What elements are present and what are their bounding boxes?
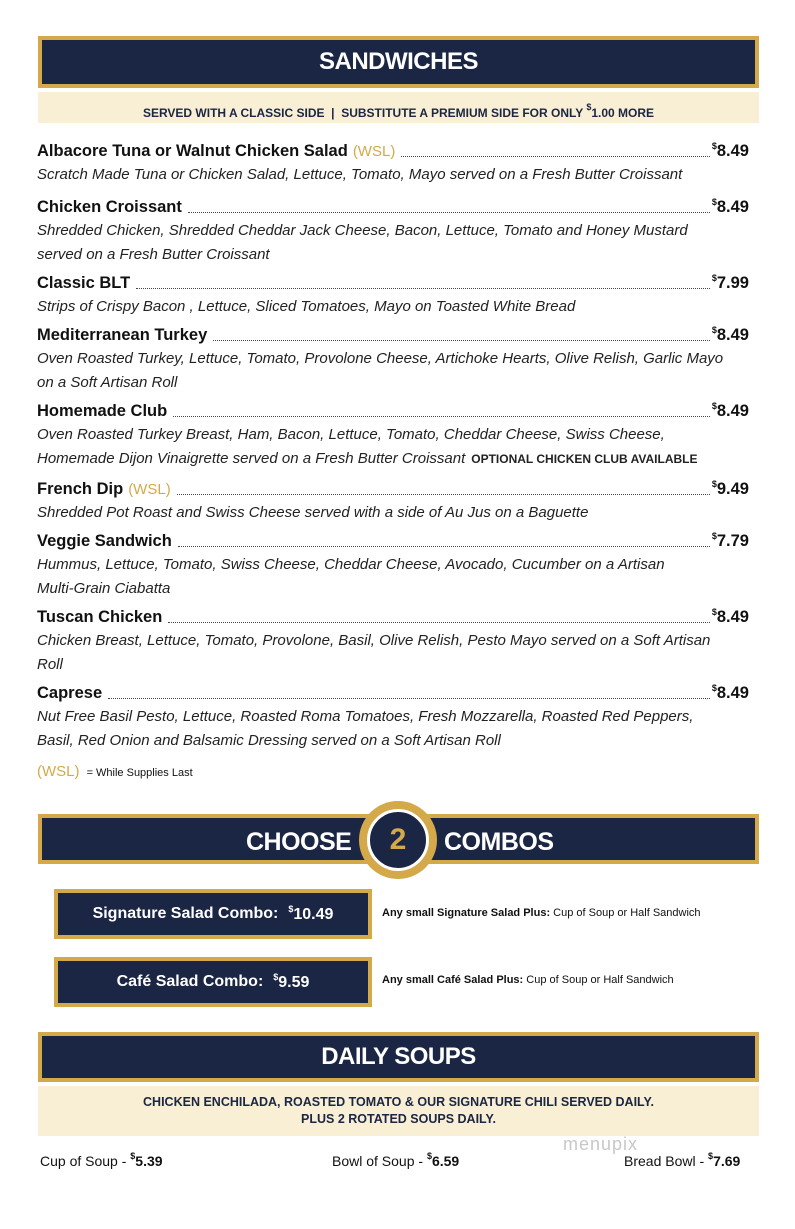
dot-leader (213, 340, 710, 341)
sandwich-name: Albacore Tuna or Walnut Chicken Salad (37, 142, 348, 160)
sandwiches-banner (38, 36, 759, 88)
sandwiches-subtitle: SERVED WITH A CLASSIC SIDE | SUBSTITUTE A PREMIUM SIDE FOR ONLY $1.00 MORE (38, 92, 759, 123)
dot-leader (168, 622, 710, 623)
dot-leader (178, 546, 710, 547)
optional-note: OPTIONAL CHICKEN CLUB AVAILABLE (471, 452, 698, 466)
sandwich-description: Roll (37, 656, 63, 673)
wsl-tag: (WSL) (128, 481, 171, 498)
sandwich-price: $8.49 (711, 325, 749, 344)
sandwich-description: Strips of Crispy Bacon , Lettuce, Sliced Tomatoes, Mayo on Toasted White Bread (37, 298, 576, 315)
sandwich-name: Veggie Sandwich (37, 532, 172, 550)
sandwich-name: Caprese (37, 684, 103, 702)
sandwich-price: $8.49 (711, 607, 749, 626)
sandwich-item (37, 479, 749, 525)
dot-leader (177, 494, 710, 495)
dot-leader (108, 698, 710, 699)
wsl-legend-tag: (WSL) (37, 763, 80, 780)
dot-leader (188, 212, 710, 213)
dot-leader (173, 416, 710, 417)
signature-salad-combo (54, 889, 372, 939)
sandwich-description: Chicken Breast, Lettuce, Tomato, Provolone, Basil, Olive Relish, Pesto Mayo served on a Soft Artisan (37, 632, 711, 649)
sandwich-item-header (37, 683, 749, 705)
sandwich-description: Oven Roasted Turkey, Lettuce, Tomato, Provolone Cheese, Artichoke Hearts, Olive Relish, Garlic Mayo (37, 350, 724, 367)
sandwich-item-header (37, 607, 749, 629)
sandwich-item (37, 683, 749, 753)
cafe-salad-combo (54, 957, 372, 1007)
sandwich-item (37, 325, 749, 395)
sandwich-price: $8.49 (711, 683, 749, 702)
sandwich-name: Homemade Club (37, 402, 168, 420)
combo-name: Signature Salad Combo: (92, 905, 279, 922)
dot-leader (136, 288, 710, 289)
signature-salad-combo-desc: Any small Signature Salad Plus: Cup of Soup or Half Sandwich (382, 907, 701, 919)
sandwich-description: served on a Fresh Butter Croissant (37, 246, 270, 263)
sandwich-description: Homemade Dijon Vinaigrette served on a Fresh Butter Croissant OPTIONAL CHICKEN CLUB AVAILABLE (37, 450, 698, 467)
sandwich-description: on a Soft Artisan Roll (37, 374, 178, 391)
sandwich-description: Basil, Red Onion and Balsamic Dressing served on a Soft Artisan Roll (37, 732, 501, 749)
soups-banner (38, 1032, 759, 1082)
combos-title-left: CHOOSE (246, 828, 352, 856)
sandwich-item-header (37, 479, 749, 501)
sandwich-item-header (37, 273, 749, 295)
sandwich-item-header (37, 531, 749, 553)
soup-size-bowl: Bowl of Soup - $6.59 (332, 1151, 460, 1169)
cafe-salad-combo-desc: Any small Café Salad Plus: Cup of Soup or Half Sandwich (382, 974, 674, 986)
sandwich-name: Tuscan Chicken (37, 608, 163, 626)
sandwich-item-header (37, 141, 749, 163)
sandwich-item (37, 531, 749, 601)
sandwich-description: Shredded Pot Roast and Swiss Cheese served with a side of Au Jus on a Baguette (37, 504, 589, 521)
sandwich-price: $7.99 (711, 273, 749, 292)
sandwich-description: Oven Roasted Turkey Breast, Ham, Bacon, Lettuce, Tomato, Cheddar Cheese, Swiss Cheese, (37, 426, 665, 443)
sandwich-price: $8.49 (711, 401, 749, 420)
sandwich-price: $8.49 (711, 197, 749, 216)
sandwich-item (37, 401, 749, 471)
sandwich-item (37, 273, 749, 319)
sandwich-name: Classic BLT (37, 274, 131, 292)
soups-subtitle: CHICKEN ENCHILADA, ROASTED TOMATO & OUR SIGNATURE CHILI SERVED DAILY. PLUS 2 ROTATED SOUPS DAILY. (38, 1086, 759, 1136)
watermark: menupix (563, 1134, 639, 1154)
combos-title-right: COMBOS (444, 828, 554, 856)
sandwich-price: $8.49 (711, 141, 749, 160)
soups-title: DAILY SOUPS (321, 1043, 476, 1070)
sandwiches-title: SANDWICHES (318, 48, 478, 75)
combo-price: $9.59 (273, 972, 310, 991)
sandwich-item-header (37, 325, 749, 347)
sandwich-name: French Dip (37, 480, 124, 498)
combo-price: $10.49 (288, 904, 334, 923)
sandwich-item-header (37, 401, 749, 423)
sandwich-name: Mediterranean Turkey (37, 326, 208, 344)
sandwich-item (37, 141, 749, 187)
sandwich-price: $9.49 (711, 479, 749, 498)
soup-size-cup: Cup of Soup - $5.39 (40, 1151, 163, 1169)
combo-name: Café Salad Combo: (116, 973, 264, 990)
wsl-legend-text: = While Supplies Last (86, 767, 193, 779)
dot-leader (401, 156, 710, 157)
sandwich-description: Shredded Chicken, Shredded Cheddar Jack Cheese, Bacon, Lettuce, Tomato and Honey Mustard (37, 222, 688, 239)
sandwich-price: $7.79 (711, 531, 749, 550)
sandwich-name: Chicken Croissant (37, 198, 182, 216)
wsl-tag: (WSL) (352, 143, 396, 160)
sandwich-description: Multi-Grain Ciabatta (37, 580, 171, 597)
soup-size-bread-bowl: Bread Bowl - $7.69 (624, 1151, 741, 1169)
sandwich-item-header (37, 197, 749, 219)
combo-number: 2 (367, 809, 429, 871)
wsl-legend (37, 763, 193, 780)
sandwich-item (37, 197, 749, 267)
sandwich-item (37, 607, 749, 677)
combo-number-badge (359, 801, 437, 879)
sandwich-description: Hummus, Lettuce, Tomato, Swiss Cheese, Cheddar Cheese, Avocado, Cucumber on a Artisan (37, 556, 665, 573)
sandwich-description: Nut Free Basil Pesto, Lettuce, Roasted Roma Tomatoes, Fresh Mozzarella, Roasted Red Peppers, (37, 708, 694, 725)
sandwich-description: Scratch Made Tuna or Chicken Salad, Lettuce, Tomato, Mayo served on a Fresh Butter Croissant (37, 166, 683, 183)
